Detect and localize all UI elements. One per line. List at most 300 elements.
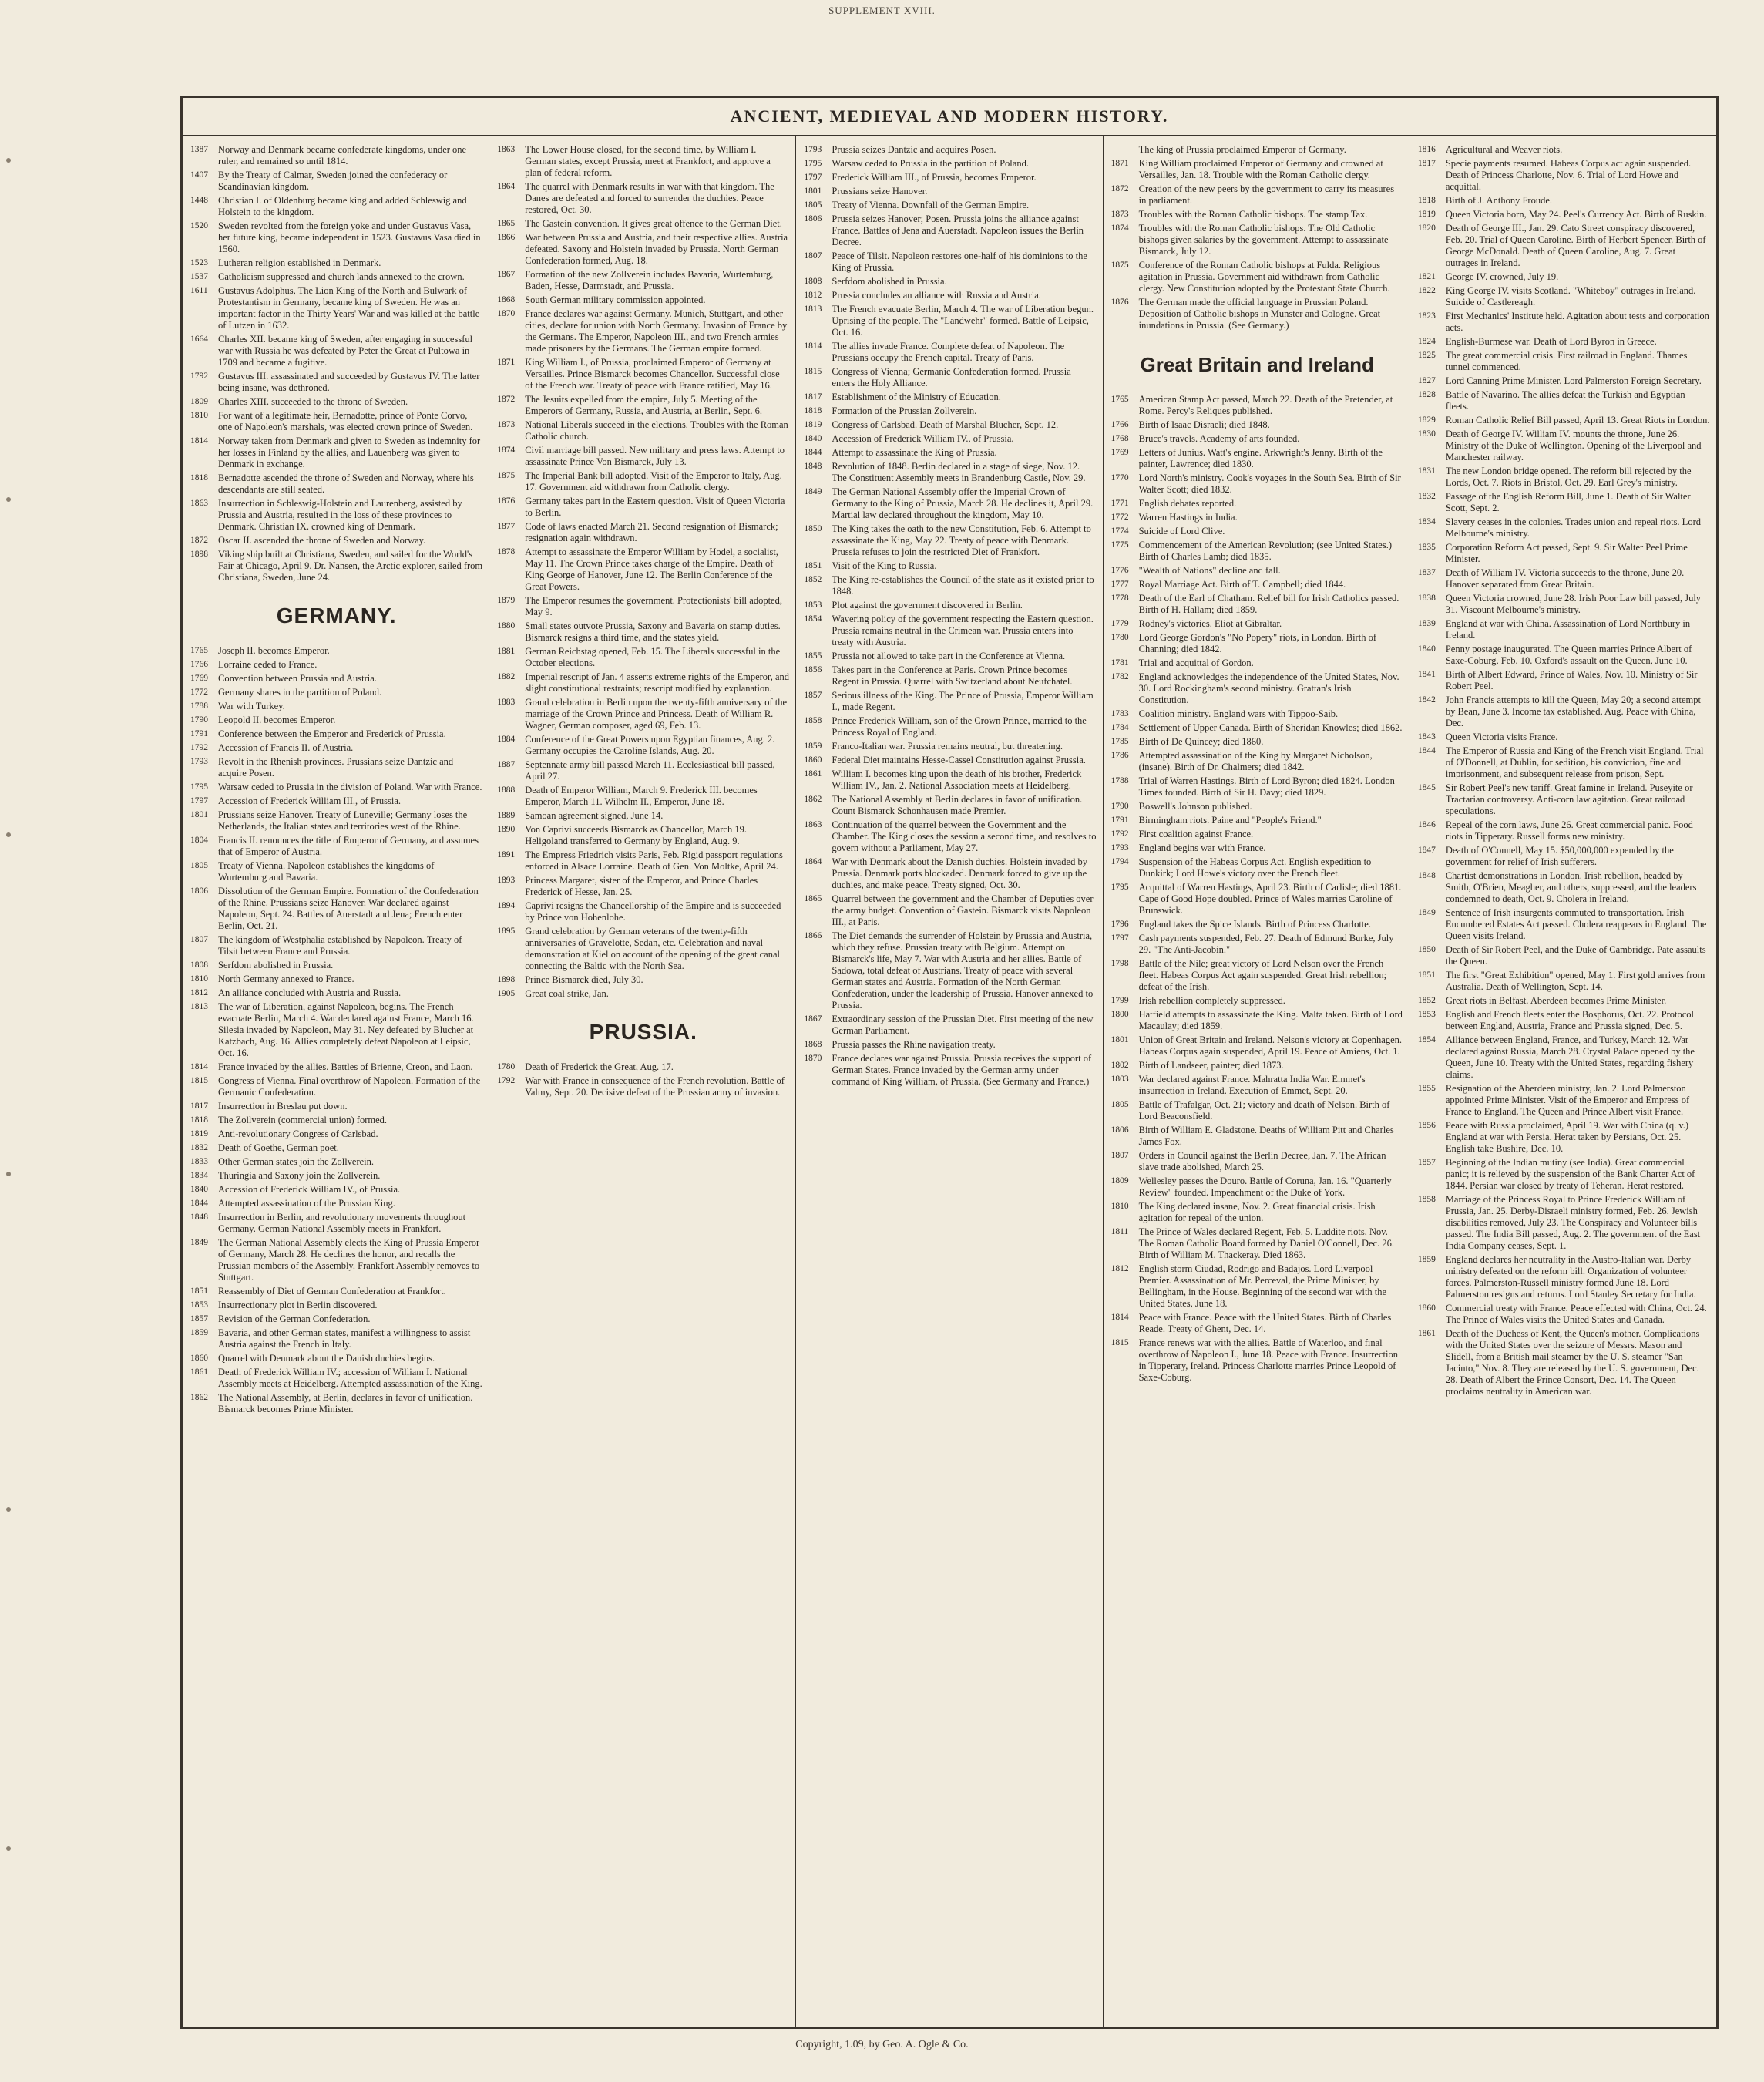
entry-year: 1788 — [1110, 776, 1129, 785]
timeline-entry — [1111, 801, 1403, 812]
entry-text: Creation of the new peers by the government to carry its measures in parliament. — [1138, 183, 1395, 206]
entry-year: 1817 — [190, 1102, 208, 1111]
timeline-entry — [1111, 158, 1403, 181]
entry-year: 1889 — [497, 811, 516, 820]
timeline-entry — [804, 523, 1096, 558]
timeline-entry — [190, 1128, 482, 1140]
entry-year: 1815 — [804, 367, 822, 376]
entry-text: Orders in Council against the Berlin Decree, Jan. 7. The African slave trade abolished, March 25. — [1138, 1150, 1386, 1172]
entry-year: 1849 — [804, 487, 822, 496]
entry-text: Queen Victoria crowned, June 28. Irish Poor Law bill passed, July 31. Viscount Melbourne's ministry. — [1445, 593, 1702, 615]
timeline-entry — [804, 276, 1096, 288]
timeline-entry — [804, 158, 1096, 170]
timeline-entry — [804, 1014, 1096, 1037]
entry-year: 1865 — [804, 894, 822, 903]
entry-text: German Reichstag opened, Feb. 15. The Liberals successful in the October elections. — [525, 646, 781, 668]
timeline-entry — [1418, 618, 1710, 641]
entry-text: For want of a legitimate heir, Bernadotte, prince of Ponte Corvo, one of Napoleon's marshals, was elected crown prince of Sweden. — [218, 410, 473, 432]
columns — [183, 136, 1716, 2027]
entry-text: Repeal of the corn laws, June 26. Great commercial panic. Food riots in Tipperary. Russell forms new ministry. — [1445, 819, 1693, 842]
timeline-entry — [190, 1300, 482, 1311]
timeline-entry — [1111, 1337, 1403, 1384]
timeline-entry — [804, 893, 1096, 928]
entry-year: 1806 — [804, 214, 822, 224]
timeline-entry — [190, 1075, 482, 1098]
entry-text: France declares war against Prussia. Prussia receives the support of German States. France invaded by the German army under command of King William, of Prussia. (See Germany and France.) — [832, 1053, 1092, 1087]
entry-text: The Jesuits expelled from the empire, July 5. Meeting of the Emperors of Germany, Russia, and Austria, at Berlin, Sept. 6. — [525, 394, 763, 416]
entry-year: 1813 — [804, 304, 822, 314]
entry-year: 1448 — [190, 196, 208, 205]
timeline-entry — [1111, 632, 1403, 655]
entry-year: 1833 — [190, 1157, 208, 1166]
entry-year: 1819 — [804, 420, 822, 429]
entry-year: 1856 — [1417, 1121, 1436, 1130]
entry-year: 1817 — [1417, 159, 1436, 168]
timeline-entry — [497, 671, 789, 695]
entry-text: Code of laws enacted March 21. Second resignation of Bismarck; resignation again withdrawn. — [525, 521, 778, 543]
entry-year: 1407 — [190, 170, 208, 180]
entry-text: Queen Victoria visits France. — [1445, 732, 1558, 742]
entry-text: Prussians seize Hanover. Treaty of Luneville; Germany loses the Netherlands, the Italian states and territories west of the Rhine. — [218, 809, 468, 832]
timeline-entry — [1111, 919, 1403, 930]
entry-year: 1842 — [1417, 695, 1436, 705]
entry-year: 1849 — [190, 1238, 208, 1247]
timeline-entry — [804, 486, 1096, 521]
timeline-entry — [1418, 1254, 1710, 1300]
timeline-entry — [497, 974, 789, 986]
entry-year: 1809 — [190, 397, 208, 406]
entry-text: John Francis attempts to kill the Queen, May 20; a second attempt by Bean, June 3. Income tax established, Aug. Peace with China, Dec. — [1445, 695, 1701, 728]
entry-year: 1877 — [497, 522, 516, 531]
entry-text: Takes part in the Conference at Paris. Crown Prince becomes Regent in Prussia. Quarrel with Switzerland about Neufchatel. — [832, 664, 1073, 687]
entry-year: 1859 — [190, 1328, 208, 1337]
timeline-entry — [1111, 419, 1403, 431]
entry-year: 1810 — [1110, 1202, 1129, 1211]
entry-text: Catholicism suppressed and church lands annexed to the crown. — [218, 271, 465, 282]
entry-year: 1765 — [1110, 395, 1129, 404]
entry-year: 1850 — [804, 524, 822, 533]
timeline-entry — [1111, 933, 1403, 956]
entry-text: Birth of J. Anthony Froude. — [1445, 195, 1553, 206]
entry-text: Serfdom abolished in Prussia. — [218, 960, 334, 970]
entry-year: 1792 — [190, 372, 208, 381]
timeline-entry — [804, 690, 1096, 713]
timeline-entry — [1418, 466, 1710, 489]
timeline-entry — [1418, 995, 1710, 1007]
entry-text: South German military commission appointed. — [525, 294, 706, 305]
entry-text: Lord George Gordon's "No Popery" riots, in London. Birth of Channing; died 1842. — [1138, 632, 1376, 654]
entry-year: 1834 — [1417, 517, 1436, 526]
timeline-entry — [1418, 375, 1710, 387]
timeline-entry — [190, 334, 482, 368]
entry-year: 1837 — [1417, 568, 1436, 577]
timeline-entry — [497, 988, 789, 1000]
entry-text: Germany shares in the partition of Poland. — [218, 687, 382, 698]
entry-text: Oscar II. ascended the throne of Sweden and Norway. — [218, 535, 426, 546]
entry-text: England begins war with France. — [1138, 843, 1266, 853]
timeline-entry — [1111, 183, 1403, 207]
timeline-entry — [497, 308, 789, 355]
entry-year: 1861 — [804, 769, 822, 779]
entry-year: 1805 — [1110, 1100, 1129, 1109]
entry-text: Sweden revolted from the foreign yoke and under Gustavus Vasa, her future king, became independent in 1523. Gustavus Vasa died in 1560. — [218, 220, 481, 254]
entry-year: 1790 — [190, 715, 208, 725]
entry-text: Conference of the Roman Catholic bishops at Fulda. Religious agitation in Prussia. Government aid withdrawn from Catholic clergy. New Constitution adopted by the Protestant State Church. — [1138, 260, 1390, 294]
entry-text: Revolution of 1848. Berlin declared in a stage of siege, Nov. 12. The Constituent Assembly meets in Brandenburg Castle, Nov. 29. — [832, 461, 1086, 483]
entry-text: Suicide of Lord Clive. — [1138, 526, 1225, 536]
entry-text: The quarrel with Denmark results in war with that kingdom. The Danes are defeated and forced to surrender the duchies. Peace restored, Oct. 30. — [525, 181, 774, 215]
entry-text: Lutheran religion established in Denmark. — [218, 257, 381, 268]
entry-year: 1799 — [1110, 996, 1129, 1005]
entry-text: The kingdom of Westphalia established by Napoleon. Treaty of Tilsit between France and Prussia. — [218, 934, 462, 957]
entry-year: 1873 — [497, 420, 516, 429]
timeline-entry — [497, 785, 789, 808]
entry-year: 1905 — [497, 989, 516, 998]
entry-year: 1853 — [804, 600, 822, 610]
timeline-entry — [497, 849, 789, 873]
entry-year: 1895 — [497, 927, 516, 936]
entry-text: Prussia seizes Hanover; Posen. Prussia joins the alliance against France. Battles of Jena and Auerstadt. Napoleon issues the Berlin Decree. — [832, 214, 1084, 247]
timeline-entry — [804, 1039, 1096, 1051]
timeline-entry — [1418, 745, 1710, 780]
timeline-entry — [1418, 429, 1710, 463]
entry-text: Prussia passes the Rhine navigation treaty. — [832, 1039, 996, 1050]
timeline-entry — [1111, 223, 1403, 257]
entry-text: Cash payments suspended, Feb. 27. Death of Edmund Burke, July 29. "The Anti-Jacobin." — [1138, 933, 1394, 955]
entry-year: 1852 — [1417, 996, 1436, 1005]
entry-year: 1879 — [497, 596, 516, 605]
entry-text: Passage of the English Reform Bill, June 1. Death of Sir Walter Scott, Sept. 2. — [1445, 491, 1691, 513]
entry-text: Continuation of the quarrel between the Government and the Chamber. The King closes the session a second time, and resolves to govern without a Parliament, May 27. — [832, 819, 1097, 853]
margin-dot — [6, 1507, 11, 1512]
entry-year: 1821 — [1417, 272, 1436, 281]
timeline-entry — [1111, 722, 1403, 734]
entry-year: 1797 — [804, 173, 822, 182]
entry-year: 1822 — [1417, 286, 1436, 295]
timeline-entry — [804, 715, 1096, 738]
entry-text: English debates reported. — [1138, 498, 1237, 509]
entry-text: "Wealth of Nations" decline and fall. — [1138, 565, 1281, 576]
entry-text: Dissolution of the German Empire. Formation of the Confederation of the Rhine. Prussians seize Hanover. War declared against Napoleon, Sept. 24. Battles of Auerstadt and Jena; French enter Berlin, Oct. 21. — [218, 886, 479, 931]
column-4 — [1104, 136, 1410, 2027]
entry-year: 1863 — [497, 145, 516, 154]
entry-year: 1861 — [1417, 1329, 1436, 1338]
entry-text: Commencement of the American Revolution; (see United States.) Birth of Charles Lamb; died 1835. — [1138, 540, 1392, 562]
section-heading-germany: GERMANY. — [276, 604, 397, 627]
entry-year: 1840 — [804, 434, 822, 443]
timeline-entry — [1111, 260, 1403, 294]
entry-text: Battle of the Nile; great victory of Lord Nelson over the French fleet. Habeas Corpus Act again suspended. Great Irish rebellion; defeat of the Irish. — [1138, 958, 1387, 992]
timeline-entry — [497, 926, 789, 972]
timeline-entry — [497, 294, 789, 306]
entry-year: 1819 — [1417, 210, 1436, 219]
entry-year: 1801 — [804, 187, 822, 196]
entry-text: France declares war against Germany. Munich, Stuttgart, and other cities, declare for union with North Germany. Invasion of France by the Germans. The Emperor, Napoleon III., and two French armies made prisoners by the Germans. The German empire formed. — [525, 308, 788, 354]
timeline-entry — [190, 498, 482, 533]
timeline-entry — [1111, 209, 1403, 220]
entry-year: 1775 — [1110, 540, 1129, 550]
timeline-entry — [1111, 579, 1403, 590]
entry-year: 1825 — [1417, 351, 1436, 360]
entry-year: 1863 — [190, 499, 208, 508]
timeline-entry — [497, 232, 789, 267]
timeline-entry — [1418, 144, 1710, 156]
timeline-entry — [804, 392, 1096, 403]
entry-year: 1893 — [497, 876, 516, 885]
timeline-entry — [1418, 271, 1710, 283]
entry-text: Death of Sir Robert Peel, and the Duke of Cambridge. Pate assaults the Queen. — [1445, 944, 1706, 967]
entry-text: War declared against France. Mahratta India War. Emmet's insurrection in Ireland. Execution of Emmet, Sept. 20. — [1138, 1074, 1366, 1096]
entry-year: 1868 — [804, 1040, 822, 1049]
entry-year: 1840 — [190, 1185, 208, 1194]
timeline-entry — [497, 394, 789, 417]
entry-text: Battle of Trafalgar, Oct. 21; victory and death of Nelson. Birth of Lord Beaconsfield. — [1138, 1099, 1390, 1122]
timeline-entry — [190, 1156, 482, 1168]
entry-year: 1818 — [190, 473, 208, 483]
entry-text: The king of Prussia proclaimed Emperor of Germany. — [1138, 144, 1346, 155]
timeline-entry — [497, 181, 789, 216]
entry-year: 1793 — [1110, 843, 1129, 853]
entry-year: 1851 — [804, 561, 822, 570]
timeline-entry — [804, 819, 1096, 854]
entry-year: 1795 — [804, 159, 822, 168]
timeline-entry — [1111, 593, 1403, 616]
entry-text: Von Caprivi succeeds Bismarck as Chancellor, March 19. Heligoland transferred to Germany by England, Aug. 9. — [525, 824, 747, 846]
entry-year: 1855 — [804, 651, 822, 661]
timeline-entry — [497, 697, 789, 732]
timeline-entry — [1418, 1194, 1710, 1252]
entry-text: Conference of the Great Powers upon Egyptian finances, Aug. 2. Germany occupies the Caroline Islands, Aug. 20. — [525, 734, 775, 756]
entry-year: 1848 — [804, 462, 822, 471]
entry-text: Letters of Junius. Watt's engine. Arkwright's Jenny. Birth of the painter, Lawrence; died 1830. — [1138, 447, 1383, 469]
entry-year: 1843 — [1417, 732, 1436, 742]
entry-year: 1832 — [1417, 492, 1436, 501]
entry-year: 1854 — [804, 614, 822, 624]
timeline-entry — [190, 795, 482, 807]
entry-year: 1777 — [1110, 580, 1129, 589]
entry-year: 1811 — [1110, 1227, 1129, 1236]
entry-text: The German made the official language in Prussian Poland. Deposition of Catholic bishops in Munster and Cologne. Great inundations in Prussia. (See Germany.) — [1138, 297, 1381, 331]
timeline-entry — [804, 251, 1096, 274]
timeline-entry — [190, 1142, 482, 1154]
entry-text: Royal Marriage Act. Birth of T. Campbell; died 1844. — [1138, 579, 1346, 590]
entry-year: 1848 — [190, 1213, 208, 1222]
entry-year: 1898 — [190, 550, 208, 559]
entry-year: 1860 — [804, 755, 822, 765]
timeline-entry — [497, 521, 789, 544]
entry-year: 1784 — [1110, 723, 1129, 732]
timeline-entry — [1111, 498, 1403, 510]
timeline-entry — [190, 860, 482, 883]
entry-text: William I. becomes king upon the death of his brother, Frederick William IV., Jan. 2. National Association meets at Heidelberg. — [832, 769, 1082, 791]
entry-text: Accession of Frederick William IV., of Prussia. — [218, 1184, 401, 1195]
entry-year: 1797 — [190, 796, 208, 806]
timeline-entry — [1418, 970, 1710, 993]
timeline-entry — [497, 621, 789, 644]
timeline-entry — [1418, 1034, 1710, 1081]
prussia-entries — [497, 1061, 789, 1098]
entry-text: Attempted assassination of the King by Margaret Nicholson, (insane). Birth of Dr. Chalmers; died 1842. — [1138, 750, 1373, 772]
timeline-entry — [1111, 1125, 1403, 1148]
entry-year: 1845 — [1417, 783, 1436, 792]
timeline-entry — [190, 974, 482, 985]
entry-text: Germany takes part in the Eastern question. Visit of Queen Victoria to Berlin. — [525, 496, 785, 518]
entry-text: Coalition ministry. England wars with Tippoo-Saib. — [1138, 708, 1339, 719]
entry-year: 1872 — [497, 395, 516, 404]
timeline-entry — [1418, 1009, 1710, 1032]
entry-text: The war of Liberation, against Napoleon, begins. The French evacuate Berlin, March 4. War declared against France, March 16. Silesia invaded by Napoleon, May 31. Ney defeated by Blucher at Katzbach, Aug. 16. Allies completely defeat Napoleon at Leipsic, Oct. 16. — [218, 1001, 474, 1058]
entry-year: 1824 — [1417, 337, 1436, 346]
entry-year: 1844 — [804, 448, 822, 457]
entry-text: Prussia not allowed to take part in the Conference at Vienna. — [832, 651, 1066, 661]
entry-year: 1387 — [190, 145, 208, 154]
entry-year: 1875 — [1110, 261, 1129, 270]
entry-year: 1859 — [1417, 1255, 1436, 1264]
entry-year: 1872 — [190, 536, 208, 545]
entry-text: Specie payments resumed. Habeas Corpus act again suspended. Death of Princess Charlotte, Nov. 6. Trial of Lord Howe and acquittal. — [1445, 158, 1692, 192]
entry-text: Charles XIII. succeeded to the throne of Sweden. — [218, 396, 408, 407]
entry-year: 1792 — [190, 743, 208, 752]
timeline-entry — [190, 742, 482, 754]
timeline-entry — [1111, 1150, 1403, 1173]
timeline-entry — [1111, 1263, 1403, 1310]
timeline-entry — [190, 436, 482, 470]
entry-text: Extraordinary session of the Prussian Diet. First meeting of the new German Parliament. — [832, 1014, 1094, 1036]
entry-text: Serious illness of the King. The Prince of Prussia, Emperor William I., made Regent. — [832, 690, 1094, 712]
entry-year: 1866 — [804, 931, 822, 940]
entry-year: 1664 — [190, 335, 208, 344]
entry-year: 1890 — [497, 825, 516, 834]
entry-text: Norway taken from Denmark and given to Sweden as indemnity for her losses in Finland by the allies, and Lauenberg was given to Denmark in exchange. — [218, 436, 481, 469]
entry-year: 1829 — [1417, 415, 1436, 425]
entry-year: 1792 — [497, 1076, 516, 1085]
timeline-entry — [1418, 1303, 1710, 1326]
timeline-entry — [190, 1237, 482, 1283]
timeline-entry — [1418, 782, 1710, 817]
entry-year: 1883 — [497, 698, 516, 707]
column-5 — [1410, 136, 1716, 2027]
entry-year: 1855 — [1417, 1084, 1436, 1093]
entry-year: 1812 — [1110, 1264, 1129, 1273]
timeline-entry — [1111, 995, 1403, 1007]
entry-text: War with France in consequence of the French revolution. Battle of Valmy, Sept. 20. Decisive defeat of the Prussian army of invasion. — [525, 1075, 785, 1098]
entry-text: An alliance concluded with Austria and Russia. — [218, 987, 402, 998]
entry-text: Battle of Navarino. The allies defeat the Turkish and Egyptian fleets. — [1445, 389, 1685, 412]
entry-text: Grand celebration by German veterans of the twenty-fifth anniversaries of Gravelotte, Sedan, etc. Celebration and naval demonstration at Kiel on account of the opening of the great canal connecting the Baltic with the North Sea. — [525, 926, 780, 971]
entry-year: 1769 — [1110, 448, 1129, 457]
entry-text: Prince Bismarck died, July 30. — [525, 974, 643, 985]
timeline-entry — [190, 220, 482, 255]
timeline-entry — [1418, 732, 1710, 743]
timeline-entry — [1418, 669, 1710, 692]
entry-year: 1840 — [1417, 644, 1436, 654]
entry-text: France renews war with the allies. Battle of Waterloo, and final overthrow of Napoleon I., June 18. Peace with France. Insurrection in Tipperary, Ireland. Princess Charlotte marries Prince Leopold of Saxe-Coburg. — [1138, 1337, 1398, 1383]
entry-year: 1870 — [497, 309, 516, 318]
entry-year: 1788 — [190, 701, 208, 711]
entry-year: 1801 — [1110, 1035, 1129, 1044]
entry-year: 1523 — [190, 258, 208, 267]
timeline-entry — [1418, 845, 1710, 868]
entry-text: Death of George III., Jan. 29. Cato Street conspiracy discovered, Feb. 20. Trial of Queen Caroline. Birth of Herbert Spencer. Birth of George McDonald. Death of Queen Caroline, Aug. 7. Great outrages in Ireland. — [1445, 223, 1706, 268]
entry-year: 1785 — [1110, 737, 1129, 746]
entry-year: 1770 — [1110, 473, 1129, 483]
entry-year: 1802 — [1110, 1061, 1129, 1070]
entry-text: The German National Assembly elects the King of Prussia Emperor of Germany, March 28. He declines the honor, and recalls the Prussian members of the Assembly. Frankfort Assembly removes to Stuttgart. — [218, 1237, 480, 1283]
timeline-entry — [1111, 1074, 1403, 1097]
section-heading-prussia: PRUSSIA. — [589, 1020, 697, 1044]
entry-text: Hatfield attempts to assassinate the King. Malta taken. Birth of Lord Macaulay; died 1859. — [1138, 1009, 1403, 1031]
timeline-entry — [497, 357, 789, 392]
entry-year: 1862 — [804, 795, 822, 804]
history-frame — [180, 96, 1719, 2029]
timeline-entry — [1418, 285, 1710, 308]
germany-continued-entries — [497, 144, 789, 1000]
timeline-entry — [804, 461, 1096, 484]
entry-text: Anti-revolutionary Congress of Carlsbad. — [218, 1128, 378, 1139]
supplement-label: SUPPLEMENT XVIII. — [828, 5, 936, 16]
timeline-entry — [497, 445, 789, 468]
timeline-entry — [804, 769, 1096, 792]
timeline-entry — [190, 1170, 482, 1182]
timeline-entry — [190, 1353, 482, 1364]
entry-year: 1858 — [804, 716, 822, 725]
entry-text: The new London bridge opened. The reform bill rejected by the Lords, Oct. 7. Riots in Bristol, Oct. 29. Earl Grey's ministry. — [1445, 466, 1692, 488]
timeline-entry — [1418, 516, 1710, 540]
entry-text: The great commercial crisis. First railroad in England. Thames tunnel commenced. — [1445, 350, 1688, 372]
entry-text: Peace of Tilsit. Napoleon restores one-half of his dominions to the King of Prussia. — [832, 251, 1087, 273]
timeline-entry — [497, 269, 789, 292]
timeline-entry — [190, 659, 482, 671]
timeline-entry — [190, 1061, 482, 1073]
entry-text: English and French fleets enter the Bosphorus, Oct. 22. Protocol between England, Austria, France and Prussia signed, Dec. 5. — [1445, 1009, 1694, 1031]
column-1 — [183, 136, 489, 2027]
germany-entries — [190, 645, 482, 1415]
entry-text: Sentence of Irish insurgents commuted to transportation. Irish Encumbered Estates Act passed. Cholera reappears in England. The Queen visits Ireland. — [1445, 907, 1707, 941]
entry-text: King William I., of Prussia, proclaimed Emperor of Germany at Versailles. Prince Bismarck becomes Chancellor. Successful close of the French war. Treaty of peace with France ratified, May 16. — [525, 357, 780, 391]
entry-text: Congress of Vienna; Germanic Confederation formed. Prussia enters the Holy Alliance. — [832, 366, 1071, 388]
entry-year: 1891 — [497, 850, 516, 859]
timeline-entry — [1111, 526, 1403, 537]
timeline-entry — [190, 1367, 482, 1390]
timeline-entry — [1111, 1176, 1403, 1199]
timeline-entry — [1111, 856, 1403, 880]
entry-text: Warsaw ceded to Prussia in the division of Poland. War with France. — [218, 782, 482, 792]
timeline-entry — [190, 756, 482, 779]
timeline-entry — [1418, 907, 1710, 942]
entry-text: First coalition against France. — [1138, 829, 1254, 839]
entry-text: Birmingham riots. Paine and "People's Friend." — [1138, 815, 1322, 826]
entry-year: 1793 — [190, 757, 208, 766]
entry-year: 1814 — [190, 436, 208, 446]
timeline-entry — [1111, 1009, 1403, 1032]
entry-text: Congress of Carlsbad. Death of Marshal Blucher, Sept. 12. — [832, 419, 1059, 430]
timeline-entry — [1111, 447, 1403, 470]
entry-text: Plot against the government discovered in Berlin. — [832, 600, 1023, 610]
timeline-entry — [497, 1075, 789, 1098]
entry-year: 1813 — [190, 1002, 208, 1011]
timeline-entry — [1418, 819, 1710, 843]
timeline-entry — [497, 759, 789, 782]
timeline-entry — [190, 1392, 482, 1415]
entry-year: 1766 — [190, 660, 208, 669]
entry-year: 1795 — [190, 782, 208, 792]
timeline-entry — [497, 875, 789, 898]
entry-year: 1810 — [190, 974, 208, 984]
entry-text: Insurrectionary plot in Berlin discovered. — [218, 1300, 378, 1310]
timeline-entry — [804, 186, 1096, 197]
timeline-entry — [804, 366, 1096, 389]
entry-year: 1537 — [190, 272, 208, 281]
